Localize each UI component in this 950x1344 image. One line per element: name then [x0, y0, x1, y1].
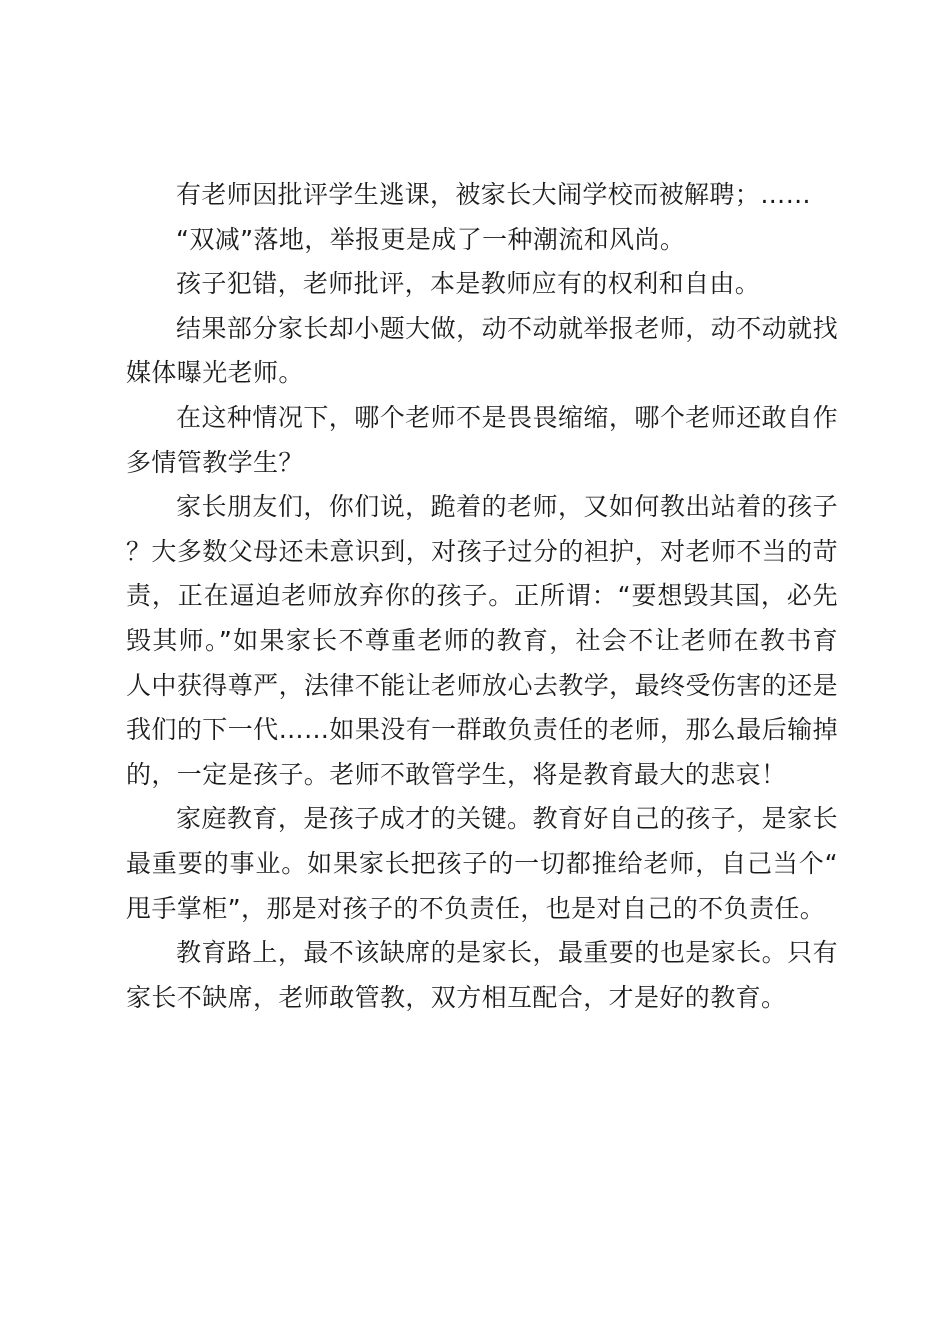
paragraph-5: 在这种情况下，哪个老师不是畏畏缩缩，哪个老师还敢自作多情管教学生？ — [126, 402, 838, 477]
article-body — [126, 173, 838, 1020]
paragraph-8: 教育路上，最不该缺席的是家长，最重要的也是家长。只有家长不缺席，老师敢管教，双方相互配合，才是好的教育。 — [126, 938, 838, 1012]
paragraph-1: 有老师因批评学生逃课，被家长大闹学校而被解聘；…… — [176, 180, 812, 209]
paragraph-7: 家庭教育，是孩子成才的关键。教育好自己的孩子，是家长最重要的事业。如果家长把孩子的一切都推给老师，自己当个“甩手掌柜”，那是对孩子的不负责任，也是对自己的不负责任。 — [126, 804, 838, 923]
paragraph-2: “双减”落地，举报更是成了一种潮流和风尚。 — [176, 224, 686, 254]
paragraph-4: 结果部分家长却小题大做，动不动就举报老师，动不动就找媒体曝光老师。 — [126, 313, 838, 388]
paragraph-6: 家长朋友们，你们说，跪着的老师，又如何教出站着的孩子？大多数父母还未意识到，对孩子过分的袒护，对老师不当的苛责，正在逼迫老师放弃你的孩子。正所谓：“要想毁其国，必先毁其师。”如果家长不尊重老师的教育，社会不让老师在教书育人中获得尊严，法律不能让老师放心去教学，最终受伤害的还是我们的下一代……如果没有一群敢负责任的老师，那么最后输掉的，一定是孩子。老师不敢管学生，将是教育最大的悲哀！ — [126, 492, 838, 789]
paragraph-3: 孩子犯错，老师批评，本是教师应有的权利和自由。 — [176, 269, 761, 299]
